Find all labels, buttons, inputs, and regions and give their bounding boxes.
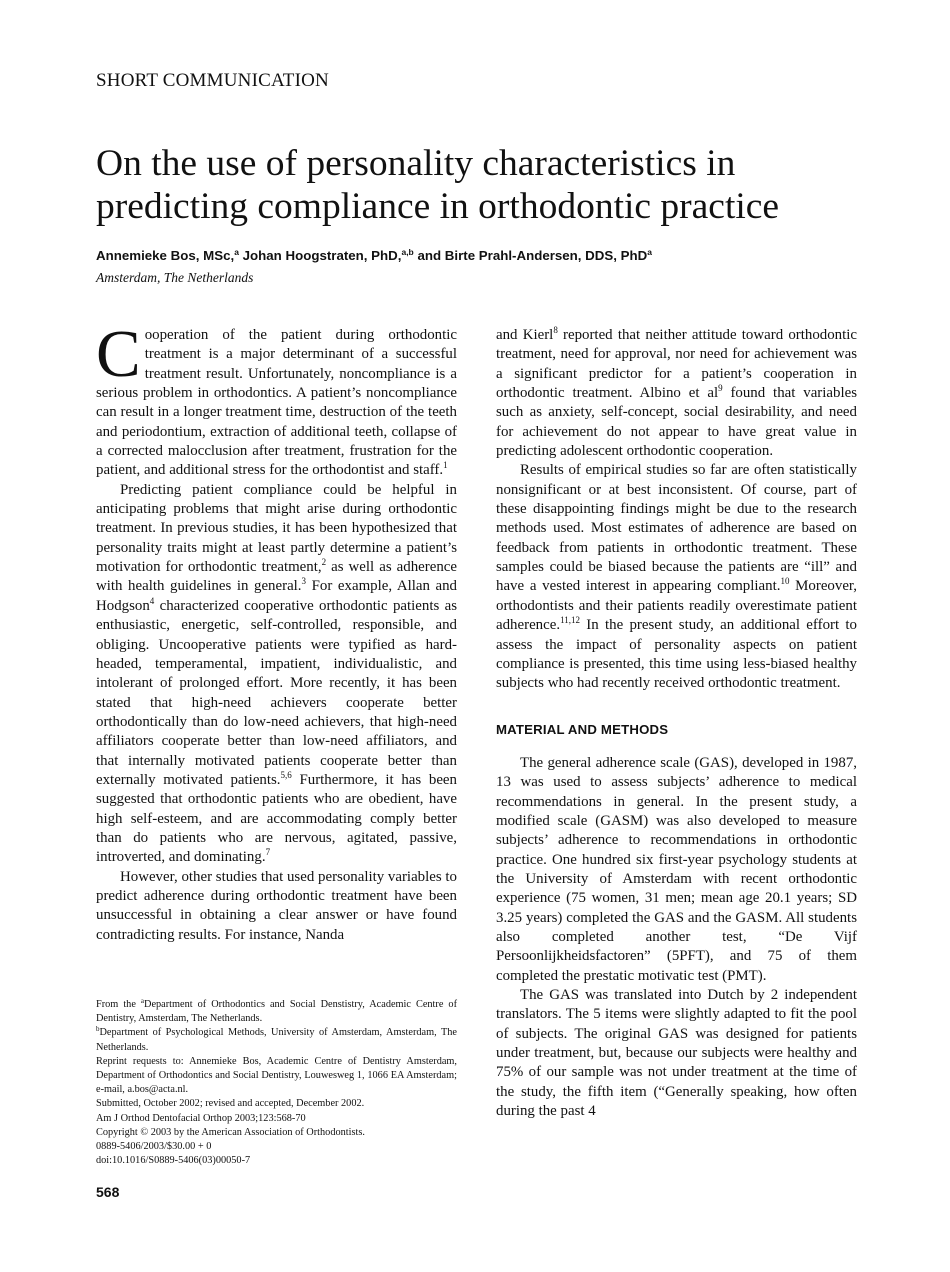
paragraph-text: characterized cooperative orthodontic patients as enthusiastic, energetic, self-controlled, responsible, and obliging. Uncooperative patients were typified as hard-headed, temperamental, impatient, individualistic, and intolerant of prolonged effort. More recently, it has been stated that high-need achievers cooperate better orthodontically than do low-need achievers, that high-need affiliators cooperate better than low-need affiliators, and that internally motivated patients cooperate better than externally motivated patients. <box>96 597 457 788</box>
body-column-right <box>496 326 857 1121</box>
citation-ref: 11,12 <box>560 615 580 626</box>
footnote-reprint: Reprint requests to: Annemieke Bos, Academic Centre of Dentistry Amsterdam, Department of Orthodontics and Social Dentistry, Louwesweg 1, 1066 EA Amsterdam; e-mail, a.bos@acta.nl. <box>96 1055 457 1096</box>
body-paragraph <box>96 317 457 481</box>
citation-ref: 5,6 <box>280 769 292 780</box>
body-column-left <box>96 317 458 945</box>
article-title: On the use of personality characteristics in predicting compliance in orthodontic practice <box>96 143 780 227</box>
paragraph-text: reported that neither attitude toward orthodontic treatment, need for approval, nor need for achievement was a significant predictor for a patient’s cooperation in orthodontic treatment. Albino et al <box>496 327 857 402</box>
paragraph-text: In the present study, an additional effort to assess the impact of personality aspects on patient compliance is presented, this time using less-biased healthy subjects who had recently received orthodontic treatment. <box>496 617 857 692</box>
footnote-submitted: Submitted, October 2002; revised and accepted, December 2002. <box>96 1098 365 1110</box>
section-heading: MATERIAL AND METHODS <box>496 721 669 737</box>
body-paragraph <box>96 481 457 868</box>
citation-ref: 8 <box>553 325 558 335</box>
footnote-journal: Am J Orthod Dentofacial Orthop 2003;123:568-70 <box>96 1112 306 1124</box>
footnote-copyright: Copyright © 2003 by the American Association of Orthodontists. <box>96 1126 365 1138</box>
citation-ref: 3 <box>301 576 307 587</box>
page-number: 568 <box>96 1184 120 1200</box>
footnote-text: Department of Orthodontics and Social Denstistry, Academic Centre of Dentistry, Amsterdam, The Netherlands. <box>96 999 457 1025</box>
footnote-affiliation-b <box>96 1026 457 1054</box>
affiliation-mark: a <box>647 247 652 257</box>
paragraph-text: However, other studies that used personality variables to predict adherence during orthodontic treatment have been unsuccessful in obtaining a clear answer or have found contradicting results. For instance, Nanda <box>96 868 457 943</box>
author-name: Birte Prahl-Andersen, DDS, PhD <box>444 248 648 263</box>
drop-cap: C <box>96 317 141 391</box>
body-paragraph <box>96 868 457 945</box>
body-paragraph: The GAS was translated into Dutch by 2 independent translators. The 5 items were slightly adapted to fit the pool of subjects. The original GAS was designed for patients under treatment, but, because our subjects were healthy and 75% of our sample was not under treatment at the time of the study, the fifth item (“Generally speaking, how often during the past 4 <box>496 987 857 1120</box>
author-name: Johan Hoogstraten, PhD, <box>242 248 402 263</box>
section-label: SHORT COMMUNICATION <box>96 70 329 91</box>
body-paragraph <box>496 461 857 693</box>
author-separator: and <box>417 248 442 263</box>
citation-ref: 9 <box>718 383 723 394</box>
footnote-issn: 0889-5406/2003/$30.00 + 0 <box>96 1141 212 1153</box>
affiliation-mark: a <box>140 997 145 1005</box>
citation-ref: 10 <box>780 576 790 587</box>
citation-ref: 2 <box>321 557 327 568</box>
paragraph-text: Furthermore, it has been suggested that orthodontic patients who are obedient, have high self-esteem, and are accommodating comply better than do patients who are nervous, agitated, passive, introverted, and dominating. <box>96 771 457 866</box>
citation-ref: 1 <box>443 460 448 471</box>
footnote-affiliation-a <box>96 998 457 1026</box>
affiliation-mark: a,b <box>401 247 414 257</box>
paragraph-text: Results of empirical studies so far are often statistically nonsignificant or at best inconsistent. Of course, part of these disappointing findings might be due to the research methods used. Most estimates of adherence are based on feedback from patients in orthodontic treatment. These samples could be biased because the patients are “ill” and have a vested interest in appearing compliant. <box>496 462 857 595</box>
footnote-doi: doi:10.1016/S0889-5406(03)00050-7 <box>96 1155 251 1167</box>
body-paragraph <box>496 326 857 461</box>
paragraph-text: ooperation of the patient during orthodontic treatment is a major determinant of a successful treatment result. Unfortunately, noncompliance is a serious problem in orthodontics. A patient’s noncompliance can result in a longer treatment time, destruction of the teeth and periodontium, extraction of additional teeth, collapse of a corrected malocclusion after treatment, frustration for the patient, and additional stress for the orthodontist and staff. <box>96 327 457 479</box>
footnotes <box>96 998 457 1168</box>
citation-ref: 7 <box>265 847 271 858</box>
paragraph-text: Predicting patient compliance could be helpful in anticipating problems that might arise during orthodontic treatment. In previous studies, it has been hypothesized that personality traits might at least partly determine a patient’s motivation for orthodontic treatment, <box>96 481 457 576</box>
paragraph-text: as well as adherence with health guidelines in general. <box>96 559 457 595</box>
author-location: Amsterdam, The Netherlands <box>96 270 254 285</box>
paragraph-text: and Kierl <box>496 327 554 343</box>
footnote-text: From the <box>96 999 141 1010</box>
footnote-text: Department of Psychological Methods, University of Amsterdam, Amsterdam, The Netherlands. <box>96 1027 457 1053</box>
paragraph-text: found that variables such as anxiety, self-concept, social desirability, and need for achievement do not appear to have great value in predicting adolescent orthodontic cooperation. <box>496 385 857 460</box>
author-name: Annemieke Bos, MSc, <box>96 248 235 263</box>
citation-ref: 4 <box>149 595 155 606</box>
body-paragraph: The general adherence scale (GAS), developed in 1987, 13 was used to assess subjects’ adherence to medical recommendations in general. In the present study, a modified scale (GASM) was also developed to measure subjects’ adherence to recommendations in orthodontic practice. One hundred six first-year psychology students at the University of Amsterdam with recent orthodontic experience (75 women, 31 men; mean age 20.1 years; SD 3.25 years) completed the GAS and the GASM. All students also completed another test, “De Vijf Persoonlijkheidsfactoren” (5PFT), and 75 of them completed the prestatic motivatic test (PMT). <box>496 754 857 984</box>
author-list <box>96 248 896 263</box>
affiliation-mark: b <box>96 1025 100 1034</box>
affiliation-mark: a <box>234 247 239 257</box>
paragraph-text: For example, Allan and Hodgson <box>96 578 458 614</box>
paragraph-text: Moreover, orthodontists and their patients readily overestimate patient adherence. <box>496 578 858 634</box>
